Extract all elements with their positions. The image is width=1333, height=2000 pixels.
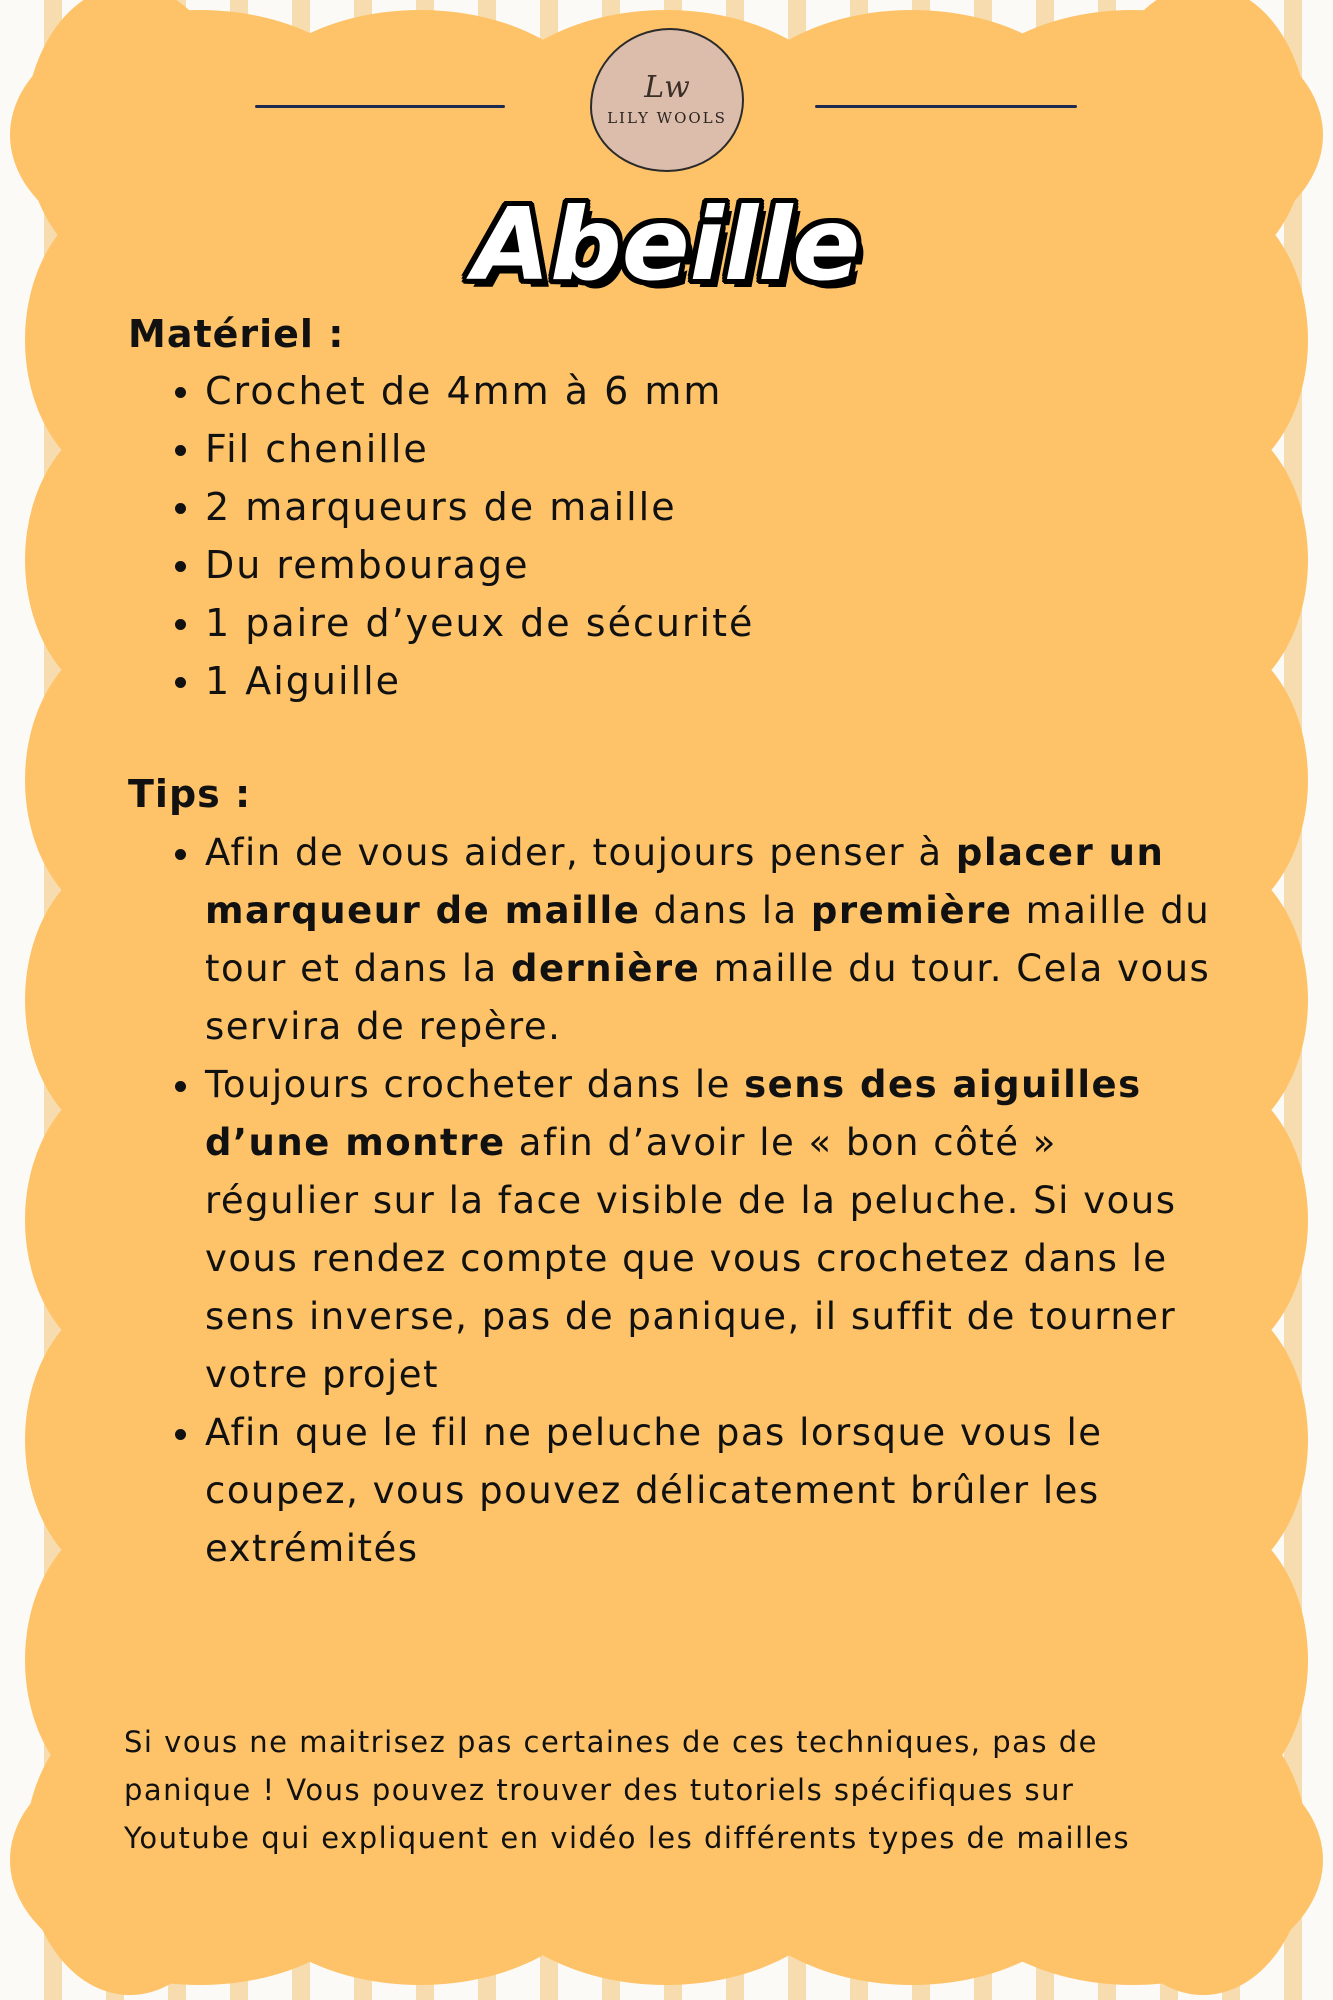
tip-text: maille du tour. Cela vous servira de repère. (205, 947, 1211, 1048)
tip-text: afin d’avoir le « bon côté » régulier sur la face visible de la peluche. Si vous vous rendez compte que vous crochetez dans le sens inverse, pas de panique, il suffit de tourner votre projet (205, 1121, 1177, 1396)
materiel-item: Du rembourage (205, 536, 754, 594)
logo-text: LILY WOOLS (607, 109, 727, 127)
materiel-item: 1 Aiguille (205, 652, 754, 710)
tip-emphasis: dernière (510, 947, 701, 990)
materiel-list (205, 362, 754, 710)
tip-text: dans la (640, 889, 811, 932)
tip-item (205, 1056, 1215, 1404)
tips-heading: Tips : (128, 772, 252, 816)
tip-emphasis: placer un marqueur de maille (205, 831, 1165, 932)
tip-emphasis: sens des aiguilles d’une montre (205, 1063, 1142, 1164)
materiel-item: Crochet de 4mm à 6 mm (205, 362, 754, 420)
tip-text: Toujours crocheter dans le (205, 1063, 745, 1106)
footer-note: Si vous ne maitrisez pas certaines de ces techniques, pas de panique ! Vous pouvez trouver des tutoriels spécifiques sur Youtube qui expliquent en vidéo les différents types de mailles (124, 1725, 1131, 1855)
tips-list (205, 824, 1215, 1578)
header-rule-right (815, 105, 1077, 108)
tip-text: Afin de vous aider, toujours penser à (205, 831, 956, 874)
materiel-item: 1 paire d’yeux de sécurité (205, 594, 754, 652)
lily-wools-logo (590, 28, 744, 172)
tip-text: maille du tour et dans la (205, 889, 1211, 990)
tip-emphasis: première (810, 889, 1013, 932)
header-rule-left (255, 105, 505, 108)
tip-item (205, 1404, 1215, 1578)
page-title: Abeille (472, 186, 861, 303)
logo-mark: Lw (644, 70, 690, 105)
tip-item (205, 824, 1215, 1056)
materiel-item: Fil chenille (205, 420, 754, 478)
materiel-heading: Matériel : (128, 312, 345, 356)
tip-text: Afin que le fil ne peluche pas lorsque vous le coupez, vous pouvez délicatement brûler les extrémités (205, 1411, 1103, 1570)
materiel-item: 2 marqueurs de maille (205, 478, 754, 536)
